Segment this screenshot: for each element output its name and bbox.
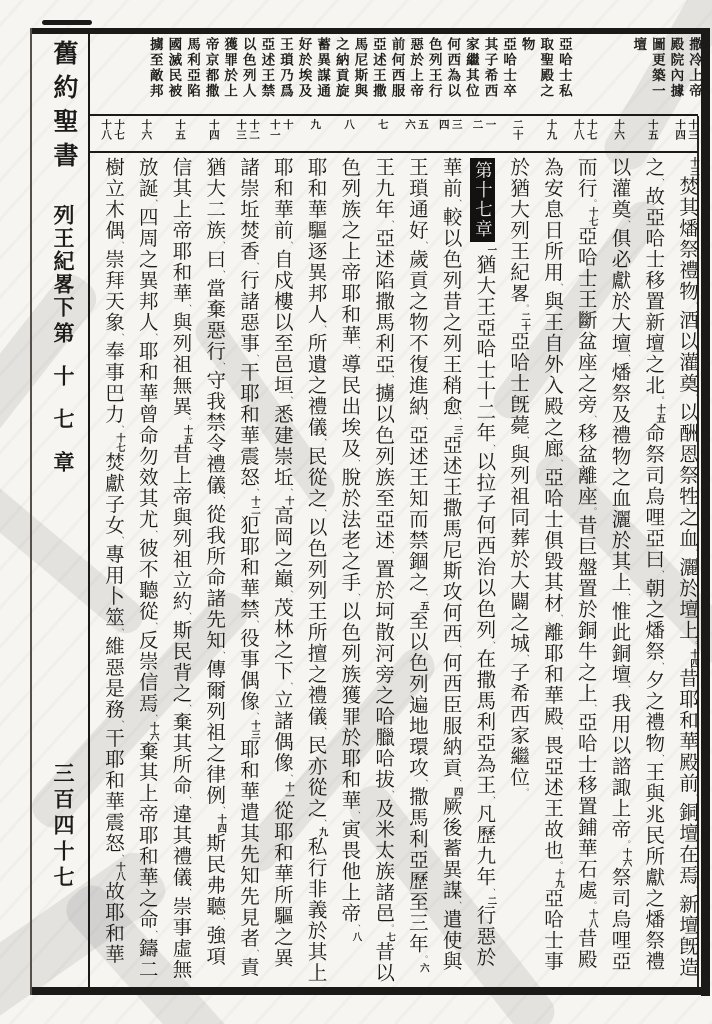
punctuation-mark: 、: [115, 333, 125, 341]
inline-verse-number: 十: [282, 496, 293, 506]
inline-verse-number: 八: [350, 932, 361, 942]
punctuation-mark: 。: [622, 840, 632, 848]
punctuation-mark: 、: [149, 530, 159, 538]
inline-verse-number: 十五: [654, 404, 665, 423]
verse-number: 六: [403, 119, 415, 130]
top-smudge: [42, 20, 92, 25]
punctuation-mark: 、: [251, 488, 261, 496]
scripture-column: 信其上帝耶和華、與列祖無異。十五昔上帝與列祖立約、斯民背之、棄其所命、違其禮儀、崇事虛無: [163, 157, 197, 985]
scripture-column: 色列族之上帝耶和華、導民出埃及、脫於法老之手、以色列族獲罪於耶和華、寅畏他上帝、八: [332, 157, 366, 985]
punctuation-mark: 、: [251, 354, 261, 362]
punctuation-mark: [635, 178, 643, 186]
punctuation-mark: 、: [453, 199, 463, 207]
punctuation-mark: 。: [554, 861, 564, 869]
verse-number: 十四: [207, 119, 219, 140]
punctuation-mark: 、: [487, 640, 497, 649]
punctuation-mark: 、: [149, 333, 159, 341]
inline-verse-number: 九: [316, 827, 327, 837]
punctuation-mark: 、: [386, 220, 396, 228]
testament-title: 舊約聖書: [50, 40, 77, 176]
punctuation-mark: 、: [656, 570, 666, 578]
header-summary-column: 亞述王撒: [370, 37, 386, 99]
verse-number: 十八: [100, 119, 112, 140]
verse-number-strip: [95, 119, 703, 151]
scripture-column: 猶大二族、曰、當棄惡行、守我禁令禮儀、從我所命諸先知、傳爾列祖之律例、十四斯民弗聽、強項: [197, 157, 231, 985]
punctuation-mark: 、: [284, 681, 294, 690]
punctuation-mark: 、: [453, 417, 463, 425]
verse-number: 十: [281, 119, 293, 130]
inline-verse-number: 二十: [519, 312, 530, 331]
verse-number-group: [568, 119, 602, 151]
punctuation-mark: 、: [149, 622, 159, 630]
verse-number: 十六: [613, 119, 625, 140]
punctuation-mark: 、: [419, 241, 429, 249]
punctuation-mark: 、: [554, 459, 564, 467]
punctuation-mark: [264, 199, 272, 207]
punctuation-mark: 、: [690, 394, 699, 402]
header-summary-gap: [591, 37, 610, 115]
verse-number: 五: [416, 119, 428, 130]
punctuation-mark: 、: [318, 325, 328, 333]
punctuation-mark: 、: [217, 806, 227, 814]
header-summary: [95, 37, 703, 115]
header-summary-gap: [610, 37, 629, 115]
chapter-label: 第十七章: [51, 322, 75, 494]
verse-number: 十九: [545, 119, 557, 140]
punctuation-mark: 、: [318, 438, 328, 446]
verse-number-group: [129, 119, 163, 151]
verse-number: 九: [309, 119, 321, 130]
scripture-column: 王九年、亞述陷撒馬利亞、擄以色列族至亞述、置於坷散河旁之哈臘哈拔、及米太族諸邑。七昔以: [365, 157, 399, 985]
punctuation-mark: 、: [251, 620, 261, 628]
punctuation-mark: 、: [318, 727, 328, 735]
punctuation-mark: 、: [690, 302, 699, 310]
punctuation-mark: 、: [419, 778, 429, 787]
punctuation-mark: 、: [690, 794, 699, 802]
punctuation-mark: [669, 157, 677, 165]
header-summary-column: 何西為以: [445, 37, 461, 99]
inline-verse-number: 四: [451, 786, 462, 796]
header-summary-column: 物: [519, 37, 535, 53]
inline-verse-number: 十三: [249, 720, 260, 739]
punctuation-mark: 、: [183, 796, 193, 804]
verse-number: 十二: [248, 119, 260, 140]
border-bottom: [30, 987, 710, 995]
chapter-heading-box: 第十七章: [470, 158, 495, 242]
punctuation-mark: 。: [419, 954, 429, 963]
inline-verse-number: 十五: [181, 425, 192, 444]
inline-verse-number: 十六: [147, 722, 158, 741]
punctuation-mark: 、: [217, 917, 227, 925]
verse-number-group: [365, 119, 399, 151]
scripture-column: 耶和華驅逐異邦人、所遺之禮儀、民從之、以色列列王所擅之禮儀、民亦從之、九私行非義於其上: [298, 157, 332, 985]
punctuation-mark: 、: [656, 662, 666, 670]
punctuation-mark: 。: [183, 417, 193, 425]
verse-number-group: [602, 119, 636, 151]
punctuation-mark: 、: [487, 795, 497, 804]
punctuation-mark: 、: [115, 854, 125, 862]
punctuation-mark: 、: [554, 727, 564, 735]
punctuation-mark: 、: [554, 283, 564, 291]
margin-divider: [88, 28, 90, 988]
punctuation-mark: 、: [656, 754, 666, 762]
punctuation-mark: [163, 157, 171, 165]
header-summary-column: 好於埃及: [296, 37, 312, 99]
header-summary-column: 亞述王禁: [259, 37, 275, 99]
punctuation-mark: 、: [149, 199, 159, 207]
inline-verse-number: 五: [417, 601, 428, 611]
verse-number: 十五: [174, 119, 186, 140]
scripture-column: 諸崇坵焚香、行諸惡事、干耶和華震怒、十二犯耶和華禁、役事偶像、十三耶和華遣其先知先見者、責: [230, 157, 264, 985]
header-summary-column: 獲罪於上: [222, 37, 238, 99]
header-summary-column: 家繼其位: [463, 37, 479, 99]
punctuation-mark: 、: [115, 536, 125, 544]
verse-number: 四: [437, 119, 449, 130]
inline-verse-number: 十八: [586, 909, 597, 928]
punctuation-mark: 。: [521, 788, 531, 796]
scripture-column: 為安息日所用、與王自外入殿之廊、亞哈士俱毀其材、離耶和華殿、畏亞述王故也。十九亞哈士事: [534, 157, 568, 985]
punctuation-mark: 、: [622, 685, 632, 693]
header-summary-column: 以色列人: [240, 37, 256, 99]
header-summary-column: 惡於上帝: [408, 37, 424, 99]
inline-verse-number: 一: [485, 245, 496, 255]
punctuation-mark: 、: [115, 425, 125, 433]
inline-verse-number: 十六: [620, 848, 631, 867]
punctuation-mark: 。: [656, 396, 666, 404]
verse-number-group: [95, 119, 129, 151]
header-summary-column: 圖更築一: [649, 37, 665, 99]
punctuation-mark: 、: [217, 270, 227, 278]
punctuation-mark: 。: [588, 901, 598, 909]
punctuation-mark: 、: [588, 704, 598, 712]
scripture-column: 於猶大列王紀畧。二十亞哈士旣薨、與列祖同葬於大闢之城、子希西家繼位。: [500, 157, 534, 985]
punctuation-mark: 、: [487, 887, 497, 896]
punctuation-mark: 、: [419, 417, 429, 425]
verse-number: 十五: [646, 119, 658, 140]
header-summary-column: 前何西服: [389, 37, 405, 99]
punctuation-mark: 、: [386, 790, 396, 798]
verse-number: 十六: [140, 119, 152, 140]
punctuation-mark: 、: [284, 241, 294, 249]
inline-verse-number: 十七: [586, 207, 597, 226]
punctuation-mark: 、: [352, 811, 362, 819]
punctuation-mark: 、: [453, 778, 463, 787]
verse-number-group: [433, 119, 467, 151]
header-summary-column: 馬尼斯與: [352, 37, 368, 99]
inline-verse-number: 十一: [282, 781, 293, 801]
verse-number-group: [197, 119, 231, 151]
verse-number: 七: [376, 119, 388, 130]
header-summary-column: 撒冷上帝: [687, 37, 702, 99]
book-title: 列王紀畧下: [51, 204, 75, 319]
punctuation-mark: 、: [622, 354, 632, 362]
punctuation-mark: 、: [588, 415, 598, 423]
punctuation-mark: 、: [318, 819, 328, 827]
verse-number-group: [669, 119, 703, 151]
punctuation-mark: 、: [284, 488, 294, 496]
punctuation-mark: 、: [352, 593, 362, 601]
punctuation-mark: 、: [217, 241, 227, 249]
punctuation-mark: 、: [386, 551, 396, 559]
verse-number: 十三: [687, 119, 699, 140]
inline-verse-number: 十九: [552, 869, 563, 888]
punctuation-mark: 。: [386, 924, 396, 932]
verse-number: 二: [471, 119, 483, 130]
inline-verse-number: 十二: [249, 496, 260, 515]
header-summary-gap: [573, 37, 592, 115]
inline-verse-number: 十四: [688, 649, 698, 668]
scripture-column: 王瑣通好、歲貢之物不復進納、亞述王知而禁錮之、五至以色列遍地環攻、撒馬利亞歷至三年。六: [399, 157, 433, 985]
verse-number: 十三: [235, 119, 247, 140]
inline-verse-number: 十四: [215, 814, 226, 833]
inline-verse-number: 六: [417, 962, 428, 972]
border-left: [30, 28, 32, 995]
verse-number: 十七: [585, 119, 597, 140]
inline-verse-number: 三: [451, 425, 462, 435]
verse-number-group: [635, 119, 669, 151]
verse-number: 一: [484, 119, 496, 130]
punctuation-mark: 、: [521, 436, 531, 444]
header-summary-column: 帝京都撒: [203, 37, 219, 99]
punctuation-mark: 、: [115, 241, 125, 249]
punctuation-mark: 、: [690, 886, 699, 894]
verse-number: 三: [450, 119, 462, 130]
scripture-column: 而行。十七亞哈士王斷盆座之旁、移盆離座。昔巨盤置於銅牛之上、亞哈士移置鋪華石處。十八昔殿: [568, 157, 602, 985]
header-summary-column: 之納貢旋: [333, 37, 349, 99]
verse-number-group: [500, 119, 534, 151]
punctuation-mark: 、: [115, 628, 125, 636]
header-summary-column: 馬利亞陷: [184, 37, 200, 99]
verse-number: 八: [342, 119, 354, 130]
punctuation-mark: 、: [284, 396, 294, 404]
punctuation-mark: [197, 199, 205, 207]
scripture-column: 第十七章一猶大王亞哈士十二年、以拉子何西治以色列、在撒馬利亞為王、凡歷九年、二行惡於: [467, 157, 501, 985]
verse-number-group: [264, 119, 298, 151]
header-summary-column: 取聖殿之: [538, 37, 554, 99]
verse-number-group: [163, 119, 197, 151]
header-summary-column: 國滅民被: [166, 37, 182, 99]
punctuation-mark: 、: [690, 549, 699, 557]
punctuation-mark: 、: [521, 654, 531, 662]
punctuation-mark: 。: [521, 304, 531, 312]
header-summary-column: 壇: [631, 37, 647, 53]
inline-verse-number: 十三: [688, 157, 698, 176]
punctuation-mark: 、: [217, 496, 227, 504]
verse-number: 十八: [572, 119, 584, 140]
scripture-column: 以灌奠、俱必獻於大壇、燔祭及禮物之血灑於其上、惟此銅壇、我用以諮諏上帝。十六祭司烏哩亞: [602, 157, 636, 985]
punctuation-mark: 、: [622, 593, 632, 601]
verse-number: 十七: [113, 119, 125, 140]
verse-number: 二十: [511, 119, 523, 140]
punctuation-mark: 、: [284, 773, 294, 782]
header-summary-column: 殿院內據: [668, 37, 684, 99]
punctuation-mark: 、: [149, 714, 159, 722]
punctuation-mark: 、: [251, 262, 261, 270]
page-number: 三百四十七: [51, 762, 75, 892]
punctuation-mark: 、: [622, 220, 632, 228]
punctuation-mark: 、: [352, 924, 362, 932]
punctuation-mark: 、: [656, 178, 666, 186]
verse-number-group: [399, 119, 433, 151]
punctuation-mark: 。: [588, 199, 598, 207]
punctuation-mark: 。: [588, 507, 598, 515]
scripture-column: 樹立木偶、崇拜天象、奉事巴力、十七焚獻子女、專用卜筮、維惡是務、干耶和華震怒、十八故耶和華: [95, 157, 129, 985]
scripture-columns: [95, 157, 703, 985]
verse-number-group: [467, 119, 501, 151]
punctuation-mark: [129, 199, 137, 207]
verse-number-group: [230, 119, 264, 151]
punctuation-mark: 、: [318, 509, 328, 517]
punctuation-mark: 、: [453, 901, 463, 909]
header-summary-column: 亞哈士私: [556, 37, 572, 99]
header-summary-column: 王瑣乃爲: [277, 37, 293, 99]
punctuation-mark: 、: [251, 949, 261, 957]
punctuation-mark: 、: [284, 589, 294, 598]
scripture-column: 放誕、四周之異邦人、耶和華曾命勿效其尤、彼不聽從、反崇信焉、十六棄其上帝耶和華之命、鑄二: [129, 157, 163, 985]
scripture-column: 耶和華前、自戍樓以至邑垣、悉建崇坵、十高岡之巔、茂林之下、立諸偶像、十一從耶和華所驅之異: [264, 157, 298, 985]
punctuation-mark: 、: [352, 346, 362, 354]
scripture-column: 華前、較以色列昔之列王稍愈、三亞述王撒馬尼斯攻何西、何西臣服納貢、四厥後蓄異謀、遣使與: [433, 157, 467, 985]
punctuation-mark: 、: [554, 614, 564, 622]
verse-number-group: [534, 119, 568, 151]
punctuation-mark: 、: [217, 362, 227, 370]
punctuation-mark: 、: [352, 459, 362, 467]
punctuation-mark: 、: [487, 443, 497, 452]
punctuation-mark: 、: [386, 375, 396, 383]
punctuation-mark: 、: [453, 644, 463, 653]
punctuation-mark: 、: [217, 651, 227, 659]
punctuation-mark: 。: [690, 641, 699, 649]
header-summary-column: 色列王行: [426, 37, 442, 99]
verse-number: 十四: [674, 119, 686, 140]
header-summary-column: 蓄異謀通: [315, 37, 331, 99]
punctuation-mark: 、: [115, 720, 125, 728]
header-summary-column: 其子希西: [482, 37, 498, 99]
punctuation-mark: 、: [183, 704, 193, 712]
punctuation-mark: 、: [183, 612, 193, 620]
punctuation-mark: 、: [251, 712, 261, 720]
punctuation-mark: 、: [183, 888, 193, 896]
inline-verse-number: 十八: [113, 862, 124, 881]
punctuation-mark: 、: [419, 593, 429, 601]
scripture-column: 十三焚其燔祭禮物、酒以灌奠、以酬恩祭牲之血、灑於壇上。十四昔耶和華殿前、銅壇在焉、新壇旣造: [669, 157, 703, 985]
inline-verse-number: 十七: [113, 433, 124, 452]
header-summary-column: 擄至敵邦: [147, 37, 163, 99]
punctuation-mark: 、: [149, 930, 159, 938]
inline-verse-number: 二: [485, 895, 496, 905]
scripture-column: 之、故亞哈士移置新壇之北。十五命祭司烏哩亞曰、朝之燔祭、夕之禮物、王與兆民所獻之燔祭禮: [635, 157, 669, 985]
header-summary-column: 亞哈士卒: [501, 37, 517, 99]
border-top: [30, 28, 710, 34]
verse-number-group: [332, 119, 366, 151]
strip-rule: [90, 151, 698, 153]
verse-number: 十一: [268, 119, 280, 140]
verse-number-group: [298, 119, 332, 151]
punctuation-mark: 、: [183, 304, 193, 312]
inline-verse-number: 七: [384, 932, 395, 942]
